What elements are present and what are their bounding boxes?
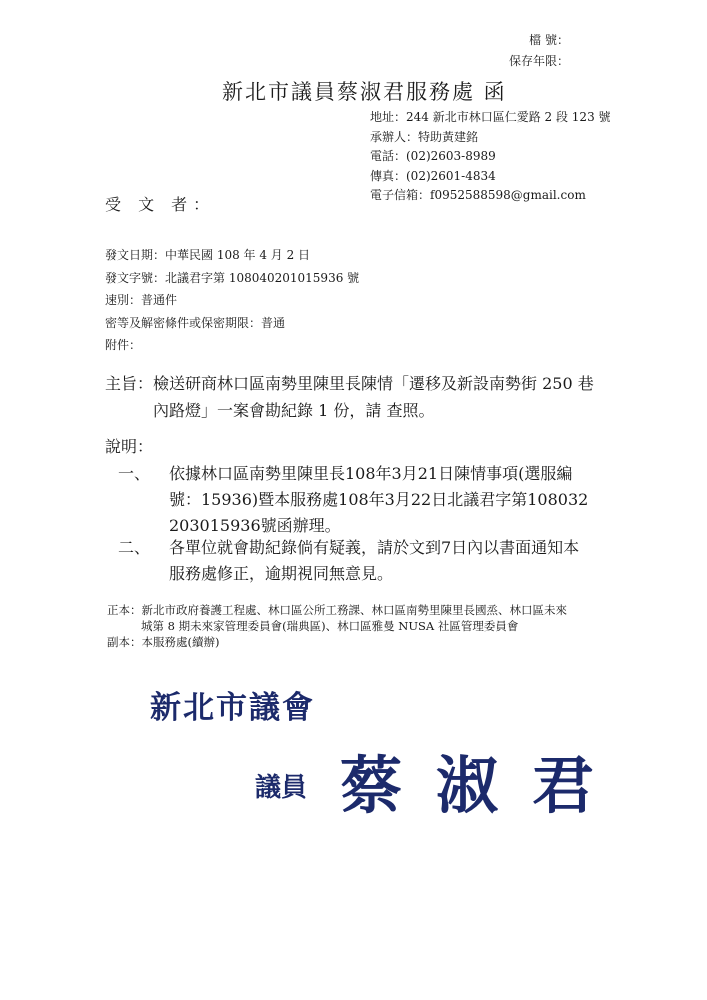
council-seal-stamp: 新北市議會 <box>150 690 315 726</box>
subject-line-1: 主旨：檢送研商林口區南勢里陳里長陳情「遷移及新設南勢街 250 巷 <box>105 374 594 393</box>
letter-title: 新北市議員蔡淑君服務處 函 <box>222 80 507 104</box>
contact-fax: 傳真：(02)2601-4834 <box>370 168 496 183</box>
document-meta <box>105 244 359 357</box>
explanation-item <box>118 535 598 591</box>
recipient-label: 受 文 者： <box>105 195 216 214</box>
subject-block <box>105 370 594 424</box>
contact-block <box>370 108 611 206</box>
item-number: 一、 <box>118 464 151 483</box>
councilor-name-stamp: 蔡淑君 <box>340 749 629 822</box>
councilor-title-stamp: 議員 <box>255 773 308 803</box>
contact-email: 電子信箱：f0952588598@gmail.com <box>370 188 586 202</box>
secrecy-level: 密等及解密條件或保密期限：普通 <box>105 315 286 330</box>
subject-line-2: 內路燈」一案會勘紀錄 1 份，請 查照。 <box>153 401 435 420</box>
file-number-label: 檔 號： <box>529 33 569 47</box>
retention-period-label: 保存年限： <box>508 54 569 68</box>
item-text: 各單位就會勘紀錄倘有疑義，請於文到7日內以書面通知本服務處修正，逾期視同無意見。 <box>169 538 580 583</box>
item-number: 二、 <box>118 538 151 557</box>
contact-address: 地址：244 新北市林口區仁愛路 2 段 123 號 <box>370 110 611 124</box>
item-text: 依據林口區南勢里陳里長108年3月21日陳情事項(選服編號：15936)暨本服務處108年3月22日北議君字第108032203015936號函辦理。 <box>169 464 589 535</box>
contact-phone: 電話：(02)2603-8989 <box>370 149 496 163</box>
explanation-heading: 說明： <box>105 437 154 456</box>
delivery-speed: 速別：普通件 <box>105 293 178 307</box>
issue-date: 發文日期：中華民國 108 年 4 月 2 日 <box>105 248 311 262</box>
main-recipients-line-2: 城第 8 期未來家管理委員會(瑞典區)、林口區雅曼 NUSA 社區管理委員會 <box>141 619 519 633</box>
contact-handler: 承辦人：特助黃建銘 <box>370 129 479 144</box>
distribution-list <box>107 602 567 650</box>
attachment-label: 附件： <box>105 338 142 352</box>
explanation-item <box>118 461 598 541</box>
main-recipients-line-1: 正本：新北市政府養護工程處、林口區公所工務課、林口區南勢里陳里長國烝、林口區未來 <box>107 603 567 617</box>
carbon-copy: 副本：本服務處(續辦) <box>107 635 220 649</box>
reference-number: 發文字號：北議君字第 108040201015936 號 <box>105 270 360 285</box>
